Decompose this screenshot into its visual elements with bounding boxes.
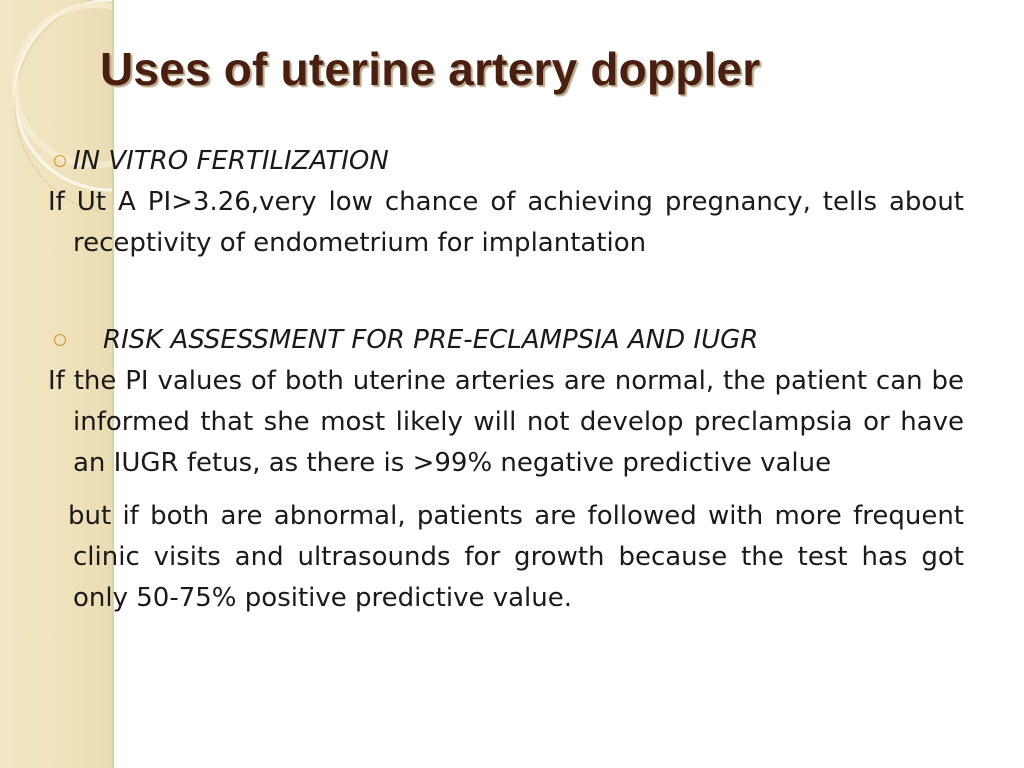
section-heading-text: RISK ASSESSMENT FOR PRE-ECLAMPSIA AND IUGR bbox=[103, 325, 759, 355]
section-heading-ivf bbox=[48, 141, 964, 182]
bullet-circle-icon bbox=[54, 155, 66, 167]
slide-content bbox=[48, 141, 964, 619]
section-heading-text: IN VITRO FERTILIZATION bbox=[73, 146, 389, 176]
risk-paragraph-abnormal: but if both are abnormal, patients are followed with more frequent clinic visits and ultrasounds for growth because the test has got only 50-75% positive predictive value. bbox=[68, 501, 964, 613]
section-heading-risk bbox=[48, 320, 964, 361]
bullet-circle-icon bbox=[54, 334, 66, 346]
slide-title: Uses of uterine artery doppler bbox=[100, 43, 761, 95]
risk-paragraph-normal: If the PI values of both uterine arteries are normal, the patient can be informed that she most likely will not develop preclampsia or have an IUGR fetus, as there is >99% negative predictive value bbox=[48, 366, 964, 478]
ivf-paragraph: If Ut A PI>3.26,very low chance of achieving pregnancy, tells about receptivity of endometrium for implantation bbox=[48, 187, 964, 258]
